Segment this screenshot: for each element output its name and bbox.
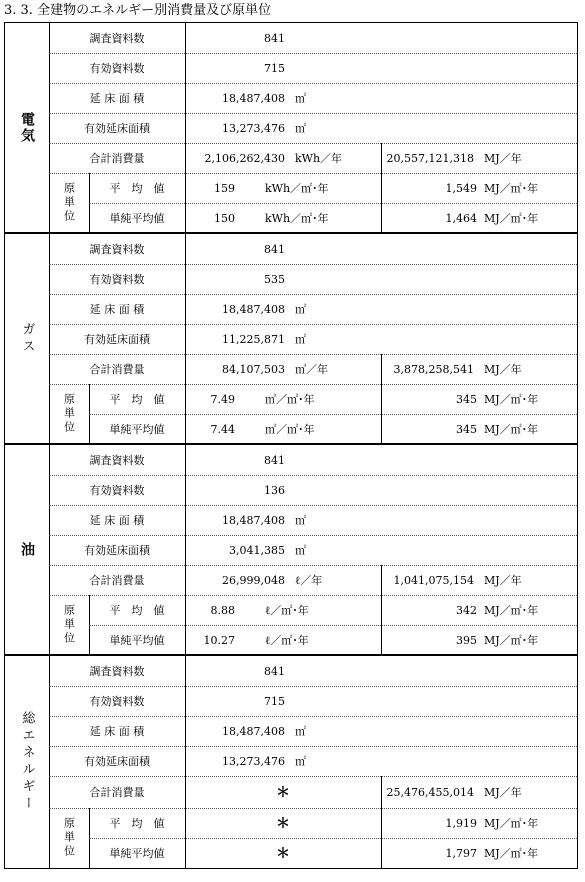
row-label: 平 均 値 [89,384,186,414]
table-row [49,505,577,536]
value-1: 7.49 [210,392,235,406]
table-row [89,384,577,415]
unit-2: MJ／年 [484,574,522,587]
row-label: 平 均 値 [89,595,186,625]
table-row [49,565,577,596]
row-label: 有効延床面積 [49,324,186,354]
value-1: 136 [264,483,285,497]
unit-label: 原単位 [62,817,76,859]
row-label: 延 床 面 積 [49,716,186,746]
row-label: 合計消費量 [49,776,186,808]
unit-1: ℓ／㎡･年 [265,604,309,617]
unit-1: kWh／年 [295,152,343,165]
value-1: 150 [214,211,235,225]
table-row [89,203,577,233]
table-row [49,656,577,687]
unit-2: MJ／㎡･年 [484,634,539,647]
value-2: 345 [456,422,477,436]
row-label: 平 均 値 [89,173,186,203]
row-label: 有効資料数 [49,264,186,294]
section-oil [4,444,578,655]
unit-group [49,595,577,655]
unit-2: MJ／㎡･年 [484,604,539,617]
table-row [89,625,577,655]
value-1: 18,487,408 [222,513,285,527]
value-1: ＊ [276,816,290,832]
value-1: 11,225,871 [222,332,285,346]
table-row [49,264,577,295]
unit-1: ㎡ [295,122,306,135]
value-2: 3,878,258,541 [393,362,474,376]
row-label: 調査資料数 [49,234,186,264]
table-row [49,324,577,355]
unit-1: ㎡ [295,725,306,738]
value-2: 1,797 [445,846,477,860]
value-1: 2,106,262,430 [204,151,285,165]
unit-2: MJ／年 [484,363,522,376]
value-1: 841 [264,242,285,256]
value-1: 18,487,408 [222,724,285,738]
value-2: 395 [456,633,477,647]
table-row [49,113,577,144]
table-row [49,53,577,84]
row-label: 合計消費量 [49,354,186,384]
value-1: 84,107,503 [222,362,285,376]
table-row [49,143,577,174]
value-1: ＊ [276,785,290,801]
unit-group [49,808,577,868]
unit-1: ㎥／年 [295,363,328,376]
value-1: 7.44 [210,422,235,436]
unit-1: kWh／㎡･年 [265,182,329,195]
value-1: 841 [264,664,285,678]
row-label: 調査資料数 [49,656,186,686]
value-2: 1,549 [445,181,477,195]
table-row [89,838,577,868]
unit-2: MJ／年 [484,152,522,165]
value-1: 841 [264,453,285,467]
unit-label: 原単位 [62,604,76,646]
value-1: ＊ [276,846,290,862]
value-1: 159 [214,181,235,195]
value-1: 26,999,048 [222,573,285,587]
unit-group [49,384,577,444]
value-1: 3,041,385 [229,543,285,557]
unit-cell [49,808,90,868]
table-row [49,776,577,809]
value-1: 715 [264,61,285,75]
unit-2: MJ／㎡･年 [484,423,539,436]
value-1: 10.27 [203,633,235,647]
unit-cell [49,595,90,655]
row-label: 有効延床面積 [49,535,186,565]
unit-label: 原単位 [62,182,76,224]
unit-1: ㎡ [295,333,306,346]
row-label: 単純平均値 [89,203,186,233]
unit-1: ㎡ [295,514,306,527]
category-label: 電気 [19,111,35,144]
unit-1: kWh／㎡･年 [265,212,329,225]
row-label: 有効資料数 [49,475,186,505]
category-label: 総エネルギー [19,711,35,813]
category-label: ガス [19,321,35,356]
unit-1: ㎥／㎡･年 [265,393,315,406]
unit-1: ㎡ [295,544,306,557]
table-row [49,686,577,717]
value-1: 715 [264,694,285,708]
table-row [89,595,577,626]
value-2: 1,041,075,154 [393,573,474,587]
unit-label: 原単位 [62,393,76,435]
unit-1: ℓ／年 [295,574,323,587]
unit-1: ㎡ [295,755,306,768]
table-row [89,808,577,839]
category-cell [5,234,50,443]
row-label: 単純平均値 [89,625,186,655]
unit-group [49,173,577,233]
row-label: 延 床 面 積 [49,505,186,535]
category-cell [5,445,50,654]
value-2: 25,476,455,014 [386,785,474,799]
row-label: 調査資料数 [49,23,186,53]
value-1: 18,487,408 [222,302,285,316]
unit-1: ℓ／㎡･年 [265,634,309,647]
value-2: 345 [456,392,477,406]
table-row [49,234,577,265]
section-gas [4,233,578,444]
table-row [49,475,577,506]
unit-1: ㎥／㎡･年 [265,423,315,436]
page-heading: 3. 3. 全建物のエネルギー別消費量及び原単位 [4,3,272,18]
category-cell [5,656,50,868]
table-row [49,83,577,114]
row-label: 有効資料数 [49,686,186,716]
row-label: 有効延床面積 [49,746,186,776]
unit-2: MJ／㎡･年 [484,817,539,830]
value-2: 1,919 [445,816,477,830]
category-cell [5,23,50,232]
table-row [49,354,577,385]
table-row [49,716,577,747]
table-row [49,535,577,566]
unit-2: MJ／年 [484,786,522,799]
table-row [89,414,577,444]
value-1: 8.88 [210,603,235,617]
row-label: 平 均 値 [89,808,186,838]
table-row [49,445,577,476]
value-2: 1,464 [445,211,477,225]
row-label: 調査資料数 [49,445,186,475]
unit-1: ㎡ [295,92,306,105]
row-label: 有効資料数 [49,53,186,83]
unit-2: MJ／㎡･年 [484,212,539,225]
row-label: 延 床 面 積 [49,294,186,324]
value-1: 13,273,476 [222,754,285,768]
table-row [49,23,577,54]
unit-2: MJ／㎡･年 [484,182,539,195]
row-label: 有効延床面積 [49,113,186,143]
row-label: 単純平均値 [89,838,186,868]
unit-1: ㎡ [295,303,306,316]
unit-2: MJ／㎡･年 [484,393,539,406]
table-row [49,294,577,325]
row-label: 延 床 面 積 [49,83,186,113]
value-1: 535 [264,272,285,286]
row-label: 単純平均値 [89,414,186,444]
section-electricity [4,22,578,233]
value-1: 18,487,408 [222,91,285,105]
section-total-energy [4,655,578,869]
table-row [49,746,577,777]
unit-cell [49,173,90,233]
category-label: 油 [19,541,35,558]
value-2: 20,557,121,318 [386,151,474,165]
value-1: 13,273,476 [222,121,285,135]
row-label: 合計消費量 [49,565,186,595]
row-label: 合計消費量 [49,143,186,173]
unit-2: MJ／㎡･年 [484,847,539,860]
value-1: 841 [264,31,285,45]
value-2: 342 [456,603,477,617]
unit-cell [49,384,90,444]
table-row [89,173,577,204]
